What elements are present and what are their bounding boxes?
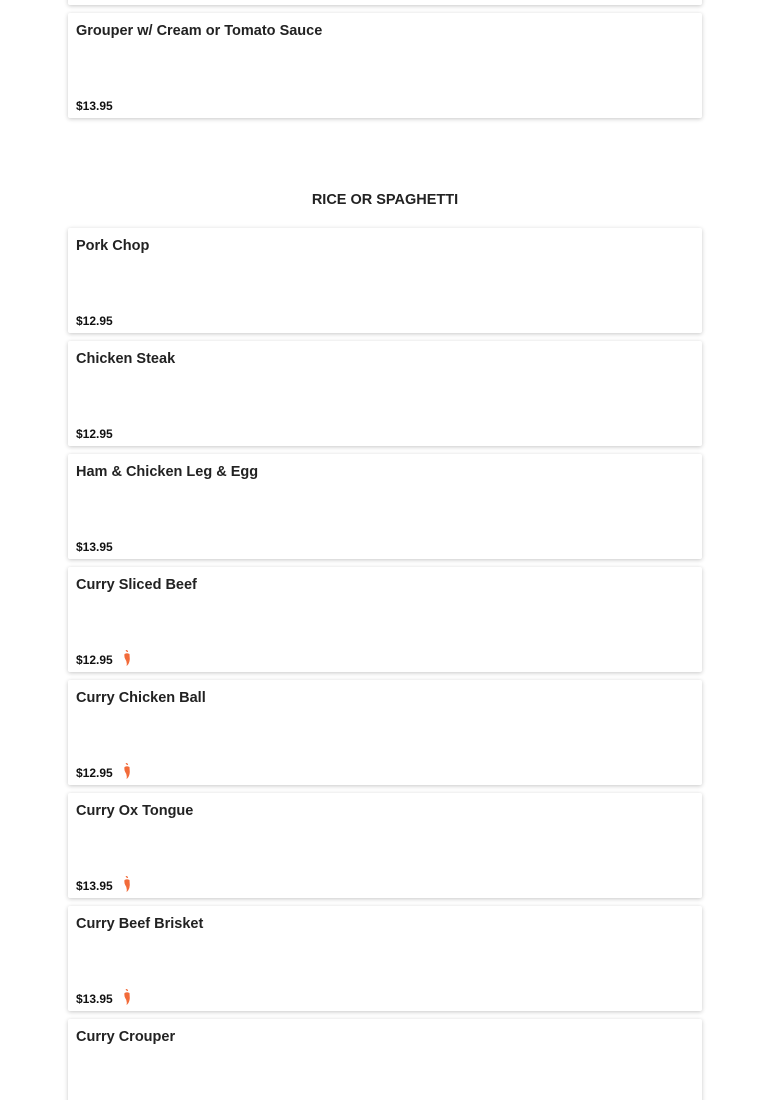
menu-item-footer xyxy=(76,989,132,1006)
menu-item-card[interactable] xyxy=(68,680,702,785)
menu-item-price: $13.95 xyxy=(76,992,113,1006)
menu-item-footer xyxy=(76,540,113,554)
chili-pepper-icon xyxy=(122,989,132,1006)
menu-item-name: Curry Chicken Ball xyxy=(76,690,206,706)
menu-item-card[interactable] xyxy=(68,341,702,446)
menu-item-card[interactable] xyxy=(68,1019,702,1100)
menu-item-footer xyxy=(76,876,132,893)
chili-pepper-icon xyxy=(122,763,132,780)
menu-item-price: $13.95 xyxy=(76,99,113,113)
menu-item-card[interactable] xyxy=(68,906,702,1011)
menu-item-price: $13.95 xyxy=(76,879,113,893)
chili-pepper-icon xyxy=(122,876,132,893)
menu-item-price: $12.95 xyxy=(76,766,113,780)
menu-item-name: Curry Crouper xyxy=(76,1029,176,1045)
menu-item-card-cut[interactable] xyxy=(68,0,702,5)
menu-item-price: $13.95 xyxy=(76,540,113,554)
menu-item-price: $12.95 xyxy=(76,314,113,328)
menu-item-footer xyxy=(76,427,113,441)
menu-item-footer xyxy=(76,314,113,328)
chili-pepper-icon xyxy=(122,650,132,667)
menu-item-card[interactable] xyxy=(68,567,702,672)
menu-item-price: $12.95 xyxy=(76,427,113,441)
menu-item-name: Ham & Chicken Leg & Egg xyxy=(76,464,259,480)
menu-item-name: Grouper w/ Cream or Tomato Sauce xyxy=(76,23,323,39)
section-title: RICE OR SPAGHETTI xyxy=(311,192,459,208)
menu-item-footer xyxy=(76,99,113,113)
menu-item-name: Pork Chop xyxy=(76,238,150,254)
menu-item-name: Curry Sliced Beef xyxy=(76,577,197,593)
menu-item-name: Chicken Steak xyxy=(76,351,176,367)
menu-item-card[interactable] xyxy=(68,228,702,333)
menu-item-name: Curry Beef Brisket xyxy=(76,916,204,932)
menu-item-footer xyxy=(76,763,132,780)
menu-item-price: $12.95 xyxy=(76,653,113,667)
menu-item-card[interactable] xyxy=(68,13,702,118)
menu-item-footer xyxy=(76,650,132,667)
menu-item-card[interactable] xyxy=(68,793,702,898)
menu-item-card[interactable] xyxy=(68,454,702,559)
menu-item-name: Curry Ox Tongue xyxy=(76,803,194,819)
